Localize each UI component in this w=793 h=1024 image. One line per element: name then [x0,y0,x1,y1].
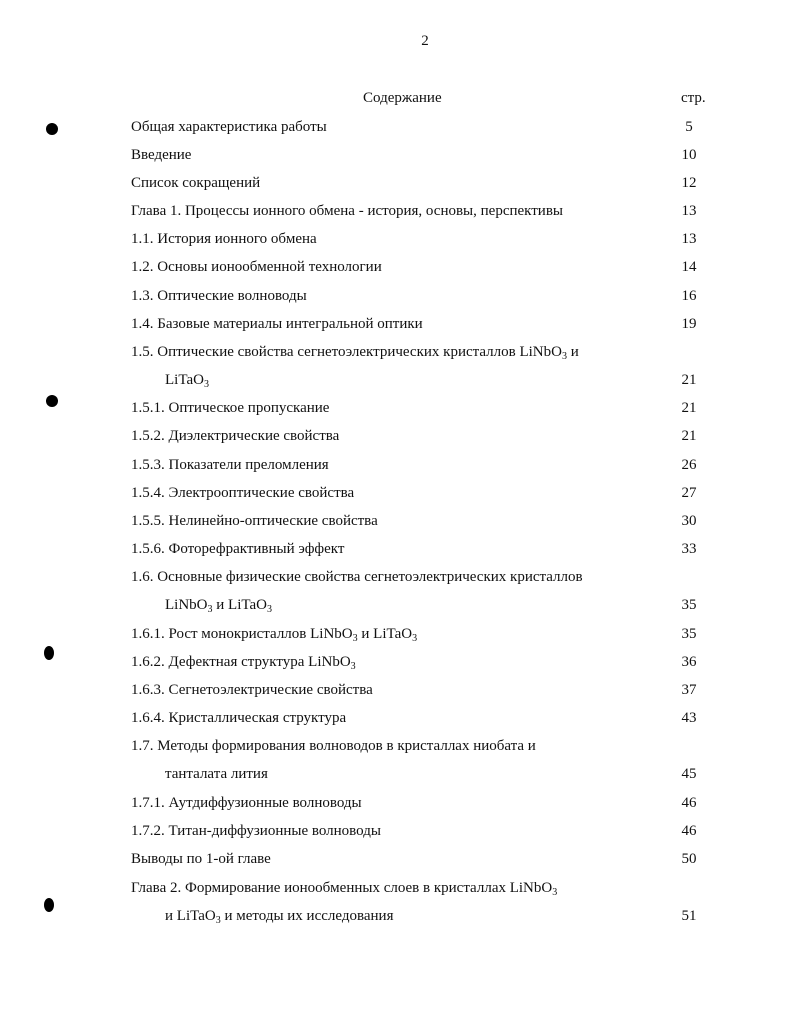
toc-entry[interactable] [0,428,793,452]
toc-entry[interactable] [0,457,793,481]
toc-entry[interactable] [0,626,793,650]
page-number: 2 [421,33,429,49]
entry-page: 19 [681,316,697,332]
toc-entry[interactable] [0,231,793,255]
toc-entry[interactable] [0,316,793,340]
toc-entry[interactable] [0,569,793,593]
entry-page: 12 [681,175,697,191]
entry-title: 1.5. Оптические свойства сегнетоэлектрических кристаллов LiNbO$_3$ и [131,344,579,362]
entry-page: 26 [681,457,697,473]
toc-entry[interactable] [0,344,793,368]
entry-title: Введение [131,147,192,163]
entry-page: 30 [681,513,697,529]
entry-page: 51 [681,908,697,924]
entry-page: 14 [681,259,697,275]
entry-page: 21 [681,400,697,416]
entry-title: 1.5.2. Диэлектрические свойства [131,428,340,444]
entry-title-continuation: танталата лития [165,766,268,782]
entry-title: 1.6.3. Сегнетоэлектрические свойства [131,682,373,698]
toc-entry[interactable] [0,513,793,537]
entry-title: Список сокращений [131,175,261,191]
toc-entry[interactable] [0,795,793,819]
toc-entry[interactable] [0,288,793,312]
entry-title-continuation: и LiTaO$_3$ и методы их исследования [165,908,394,926]
entry-page: 43 [681,710,697,726]
entry-title: 1.7.1. Аутдиффузионные волноводы [131,795,362,811]
entry-title: 1.6.2. Дефектная структура LiNbO$_3$ [131,654,356,672]
toc-entry[interactable] [0,880,793,904]
entry-page: 21 [681,372,697,388]
toc-title: Содержание [363,90,442,106]
toc-entry[interactable] [0,147,793,171]
toc-entry[interactable] [0,203,793,227]
toc-entry-continuation[interactable] [0,372,793,396]
toc-entry[interactable] [0,485,793,509]
entry-title: 1.5.5. Нелинейно-оптические свойства [131,513,378,529]
toc-entry[interactable] [0,541,793,565]
entry-title: 1.3. Оптические волноводы [131,288,307,304]
entry-page: 33 [681,541,697,557]
toc-entry[interactable] [0,738,793,762]
entry-title: 1.5.3. Показатели преломления [131,457,329,473]
toc-entry[interactable] [0,400,793,424]
toc-entry[interactable] [0,175,793,199]
entry-page: 46 [681,795,697,811]
entry-title: 1.6.4. Кристаллическая структура [131,710,347,726]
entry-title-continuation: LiNbO$_3$ и LiTaO$_3$ [165,597,272,615]
entry-title: Выводы по 1-ой главе [131,851,271,867]
toc-entry[interactable] [0,654,793,678]
entry-title: 1.5.6. Фоторефрактивный эффект [131,541,345,557]
entry-page: 36 [681,654,697,670]
toc-entry-continuation[interactable] [0,908,793,932]
entry-page: 45 [681,766,697,782]
toc-entry[interactable] [0,710,793,734]
entry-page: 35 [681,597,697,613]
entry-title: 1.6. Основные физические свойства сегнетоэлектрических кристаллов [131,569,583,585]
entry-title: Глава 2. Формирование ионообменных слоев в кристаллах LiNbO$_3$ [131,880,558,898]
entry-title: 1.7.2. Титан-диффузионные волноводы [131,823,381,839]
toc-entry[interactable] [0,851,793,875]
toc-entry[interactable] [0,682,793,706]
entry-title: Глава 1. Процессы ионного обмена - история, основы, перспективы [131,203,563,219]
entry-title: 1.1. История ионного обмена [131,231,317,247]
entry-page: 35 [681,626,697,642]
entry-title: 1.5.1. Оптическое пропускание [131,400,330,416]
entry-page: 5 [685,119,693,135]
entry-page: 37 [681,682,697,698]
entry-title: 1.2. Основы ионообменной технологии [131,259,382,275]
entry-page: 13 [681,203,697,219]
entry-page: 27 [681,485,697,501]
entry-title: 1.4. Базовые материалы интегральной оптики [131,316,423,332]
toc-entry[interactable] [0,823,793,847]
toc-entry-continuation[interactable] [0,766,793,790]
entry-title: 1.7. Методы формирования волноводов в кристаллах ниобата и [131,738,536,754]
toc-entry[interactable] [0,119,793,143]
entry-page: 46 [681,823,697,839]
entry-title-continuation: LiTaO$_3$ [165,372,209,390]
entry-page: 10 [681,147,697,163]
toc-entry-continuation[interactable] [0,597,793,621]
entry-title: Общая характеристика работы [131,119,327,135]
toc-pages-header: стр. [681,90,706,106]
entry-page: 16 [681,288,697,304]
entry-title: 1.6.1. Рост монокристаллов LiNbO$_3$ и LiTaO$_3$ [131,626,418,644]
entry-title: 1.5.4. Электрооптические свойства [131,485,355,501]
toc-entry[interactable] [0,259,793,283]
entry-page: 13 [681,231,697,247]
entry-page: 50 [681,851,697,867]
entry-page: 21 [681,428,697,444]
